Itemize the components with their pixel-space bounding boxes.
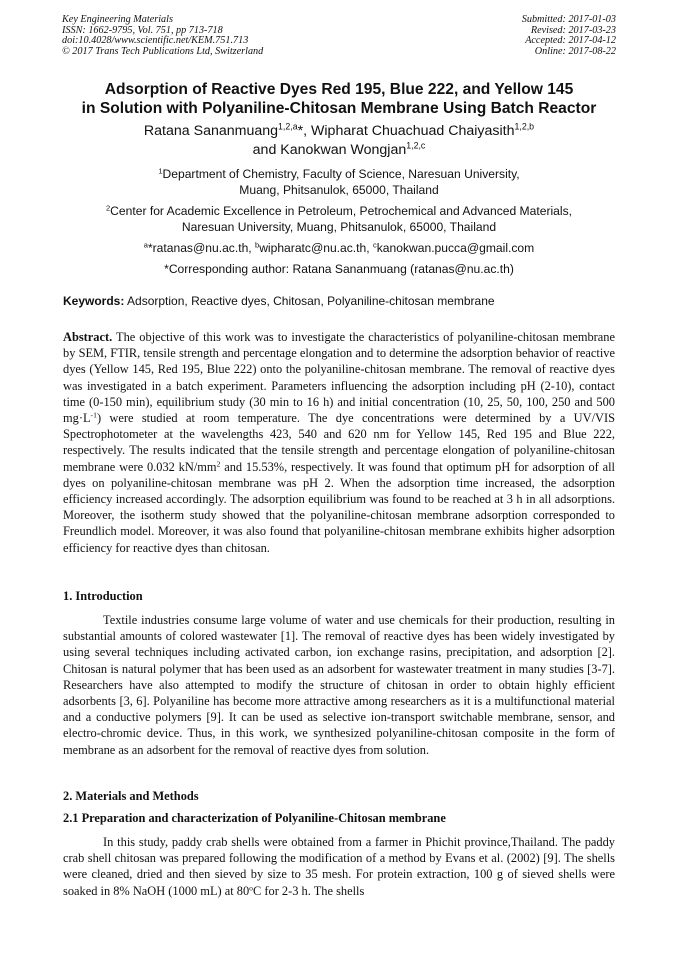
section-2-heading: 2. Materials and Methods	[63, 789, 199, 803]
email-b-link[interactable]: wipharatc@nu.ac.th,	[259, 241, 373, 255]
author-1: Ratana Sananmuang	[143, 123, 279, 139]
revised-date: Revised: 2017-03-23	[530, 24, 616, 36]
author-3-affil: 1,2,c	[406, 140, 426, 151]
title-line-1: Adsorption of Reactive Dyes Red 195, Blue 222, and Yellow 145	[104, 81, 574, 98]
subsection-2-1-heading: 2.1 Preparation and characterization of Polyaniline-Chitosan membrane	[63, 811, 446, 825]
abstract-label: Abstract.	[63, 330, 113, 344]
affiliation-1-line-2: Muang, Phitsanulok, 65000, Thailand	[239, 183, 439, 197]
abstract-text-1: The objective of this work was to investigate the characteristics of polyaniline-chitosan membrane by SEM, FTIR, tensile strength and percentage elongation and to determine the adsorption behavior of reactive dyes (Yellow 145, Red 195, Blue 222) onto the polyaniline-chitosan membrane. The removal of reactive dyes was investigated in a batch experiment. Parameters influencing the adsorption including pH (2-10), contact time (0-150 min), equilibrium study (30 min to 16 h) and initial concentration (10, 25, 50, 100, 250 and 500 mg·L	[63, 330, 615, 426]
affiliation-1	[40, 166, 638, 198]
section-1-heading: 1. Introduction	[63, 589, 143, 603]
email-a-link[interactable]: *ratanas@nu.ac.th,	[147, 241, 256, 255]
affiliation-2-line-2: Naresuan University, Muang, Phitsanulok, 65000, Thailand	[181, 220, 497, 234]
abstract-area-exponent: 2	[216, 459, 221, 469]
affiliation-1-number: 1	[158, 166, 163, 176]
email-a-mark: a	[143, 240, 148, 250]
methods-text-1: In this study, paddy crab shells were obtained from a farmer in Phichit province,Thailand. The paddy crab shell chitosan was prepared following the modification of a method by Evans et al. (2002) [9]. The shells were cleaned, dried and then sieved by size to 35 mesh. For protein extraction, 100 g of sieved shells were soaked in 8% NaOH (1000 mL) at 80	[63, 835, 615, 898]
affiliation-2-line-1: Center for Academic Excellence in Petroleum, Petrochemical and Advanced Materials,	[110, 204, 572, 218]
degree-mark: o	[249, 883, 254, 892]
methods-paragraph	[63, 834, 615, 899]
paper-title	[40, 80, 638, 118]
author-1-affil: 1,2,a	[278, 121, 298, 132]
author-2: Wipharat Chuachuad Chaiyasith	[311, 123, 515, 139]
email-c-mark: c	[372, 240, 377, 250]
online-date: Online: 2017-08-22	[534, 45, 616, 57]
corresponding-author-text: *Corresponding author: Ratana Sananmuang (ratanas@nu.ac.th)	[164, 262, 514, 276]
affiliation-1-line-1: Department of Chemistry, Faculty of Science, Naresuan University,	[162, 167, 520, 181]
author-emails	[40, 240, 638, 256]
introduction-paragraph: Textile industries consume large volume of water and use chemicals for their production, resulting in substantial amounts of colored wastewater [1]. The removal of reactive dyes has been widely investigated by using several techniques including activated carbon, ion exchange rasins, precipitation, and adsorption [2]. Chitosan is natural polymer that has been used as an adsorbent for wastewater treatment in many studies [3-7]. Researchers have also attempted to modify the structure of chitosan in order to obtain highly efficient adsorbents [3, 6]. Polyaniline has become more attractive among researchers as it is a multifunctional material and a conductive polymers [9]. It can be used as selective ion-transport switchable membrane, sensor, and electro-chromic device. Thus, in this work, we synthesized polyaniline-chitosan composite in the form of membrane as an adsorbent for the removal of reactive dyes from solution.	[63, 613, 615, 757]
affiliation-2-number: 2	[106, 203, 111, 213]
keywords	[63, 294, 495, 308]
keywords-list: Adsorption, Reactive dyes, Chitosan, Polyaniline-chitosan membrane	[124, 294, 495, 308]
accepted-date: Accepted: 2017-04-12	[525, 35, 616, 47]
issn-line: ISSN: 1662-9795, Vol. 751, pp 713-718	[62, 24, 223, 36]
publication-info	[62, 15, 263, 57]
publication-dates	[522, 15, 616, 57]
email-b-mark: b	[255, 240, 260, 250]
keywords-label: Keywords:	[63, 294, 125, 308]
abstract-text-2: ) were studied at room temperature. The dye concentrations were determined by a UV/VIS Spectrophotometer at the wavelengths 423, 540 and 620 nm for Yellow 145, Red 195 and Blue 222, respectively. The results indicated that the tensile strength and percentage elongation of polyaniline-chitosan membrane were 0.032 kN/mm	[63, 411, 615, 474]
author-line-2	[40, 141, 638, 160]
author-line-1	[40, 122, 638, 141]
title-line-2: in Solution with Polyaniline-Chitosan Membrane Using Batch Reactor	[81, 100, 597, 117]
abstract-unit-exponent: -1	[90, 410, 97, 420]
affiliation-2	[40, 203, 638, 235]
author-conjunction: and	[252, 142, 281, 158]
author-list	[40, 122, 638, 160]
corresponding-mark: *,	[297, 123, 312, 139]
corresponding-author	[40, 261, 638, 277]
abstract-text-3: and 15.53%, respectively. It was found that optimum pH for adsorption of all dyes on polyaniline-chitosan membrane was pH 2. When the adsorption time increased, the adsorption efficiency increased accordingly. The adsorption equilibrium was found to be reached at 3 h in all adsorptions. Moreover, the isotherm study showed that the polyaniline-chitosan membrane adsorption corresponded to Freundlich model. Moreover, it was also found that polyaniline-chitosan membrane exhibits higher adsorption efficiency for reactive dyes than chitosan.	[63, 459, 615, 555]
email-c-link[interactable]: kanokwan.pucca@gmail.com	[376, 241, 535, 255]
journal-name: Key Engineering Materials	[62, 14, 173, 25]
author-2-affil: 1,2,b	[514, 121, 535, 132]
submitted-date: Submitted: 2017-01-03	[521, 14, 616, 25]
methods-text-2: C for 2-3 h. The shells	[253, 883, 365, 898]
abstract	[63, 329, 615, 556]
author-3: Kanokwan Wongjan	[280, 142, 407, 158]
doi-line: doi:10.4028/www.scientific.net/KEM.751.713	[62, 35, 249, 47]
copyright-line: © 2017 Trans Tech Publications Ltd, Switzerland	[62, 45, 264, 57]
